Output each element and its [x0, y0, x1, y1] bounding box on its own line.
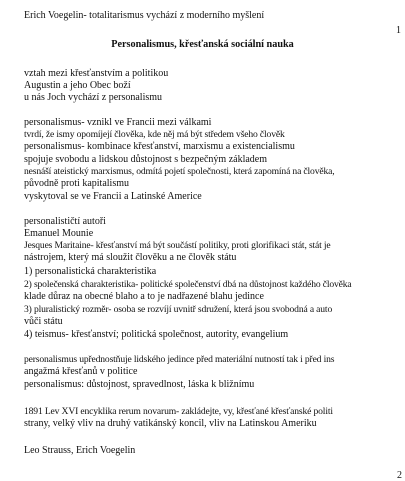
text-line: nesnáší ateistický marxismus, odmítá pojetí společnosti, která zapomíná na člověka,	[24, 166, 335, 177]
text-line: tvrdí, že ismy opomíjejí člověka, kde něj má být středem všeho člověk	[24, 129, 285, 140]
page-number-bottom: 2	[397, 470, 402, 481]
text-line: Emanuel Mounie	[24, 228, 94, 239]
text-line: 3) pluralistický rozměr- osoba se rozvíjí uvnitř sdružení, která jsou svobodná a auto	[24, 304, 333, 315]
page-number-top: 1	[396, 25, 401, 36]
text-line: vyskytoval se ve Francii a Latinské Americe	[24, 191, 202, 202]
text-line: 2) společenská charakteristika- politické společenství dbá na důstojnost každého člověka	[24, 279, 352, 290]
text-line: u nás Joch vychází z personalismu	[24, 92, 163, 103]
text-line: nástrojem, který má sloužit člověku a ne člověk státu	[24, 252, 237, 263]
document-title: Personalismus, křesťanská sociální nauka	[111, 39, 294, 50]
text-line: 1) personalistická charakteristika	[24, 266, 157, 277]
text-line: vztah mezi křesťanstvím a politikou	[24, 68, 169, 79]
text-line: spojuje svobodu a lidskou důstojnost s bezpečným základem	[24, 154, 268, 165]
text-line: Leo Strauss, Erich Voegelin	[24, 445, 136, 456]
text-line: personalističtí autoři	[24, 216, 106, 227]
text-line: původně proti kapitalismu	[24, 178, 129, 189]
text-line: angažmá křesťanů v politice	[24, 366, 138, 377]
text-line: 4) teismus- křesťanství; politická společnost, autority, evangelium	[24, 329, 289, 340]
text-line: personalismus upřednostňuje lidského jedince před materiální nutností tak i před ins	[24, 354, 335, 365]
text-line: Jesques Maritaine- křesťanství má být součástí politiky, proti glorifikaci stát, stát je	[24, 240, 331, 251]
text-line: personalismus: důstojnost, spravedlnost, láska k bližnímu	[24, 379, 255, 390]
text-line: personalismus- kombinace křesťanství, marxismu a existencialismu	[24, 141, 295, 152]
text-line: klade důraz na obecné blaho a to je nadřazené blahu jedince	[24, 291, 264, 302]
text-line: 1891 Lev XVI encyklika rerum novarum- zakládejte, vy, křesťané křesťanské politi	[24, 406, 333, 417]
header-line: Erich Voegelin- totalitarismus vychází z moderního myšlení	[24, 10, 265, 21]
text-line: strany, velký vliv na druhý vatikánský koncil, vliv na Latinskou Ameriku	[24, 418, 317, 429]
text-line: personalismus- vznikl ve Francii mezi válkami	[24, 117, 212, 128]
text-line: Augustin a jeho Obec boží	[24, 80, 131, 91]
text-line: vůči státu	[24, 316, 63, 327]
